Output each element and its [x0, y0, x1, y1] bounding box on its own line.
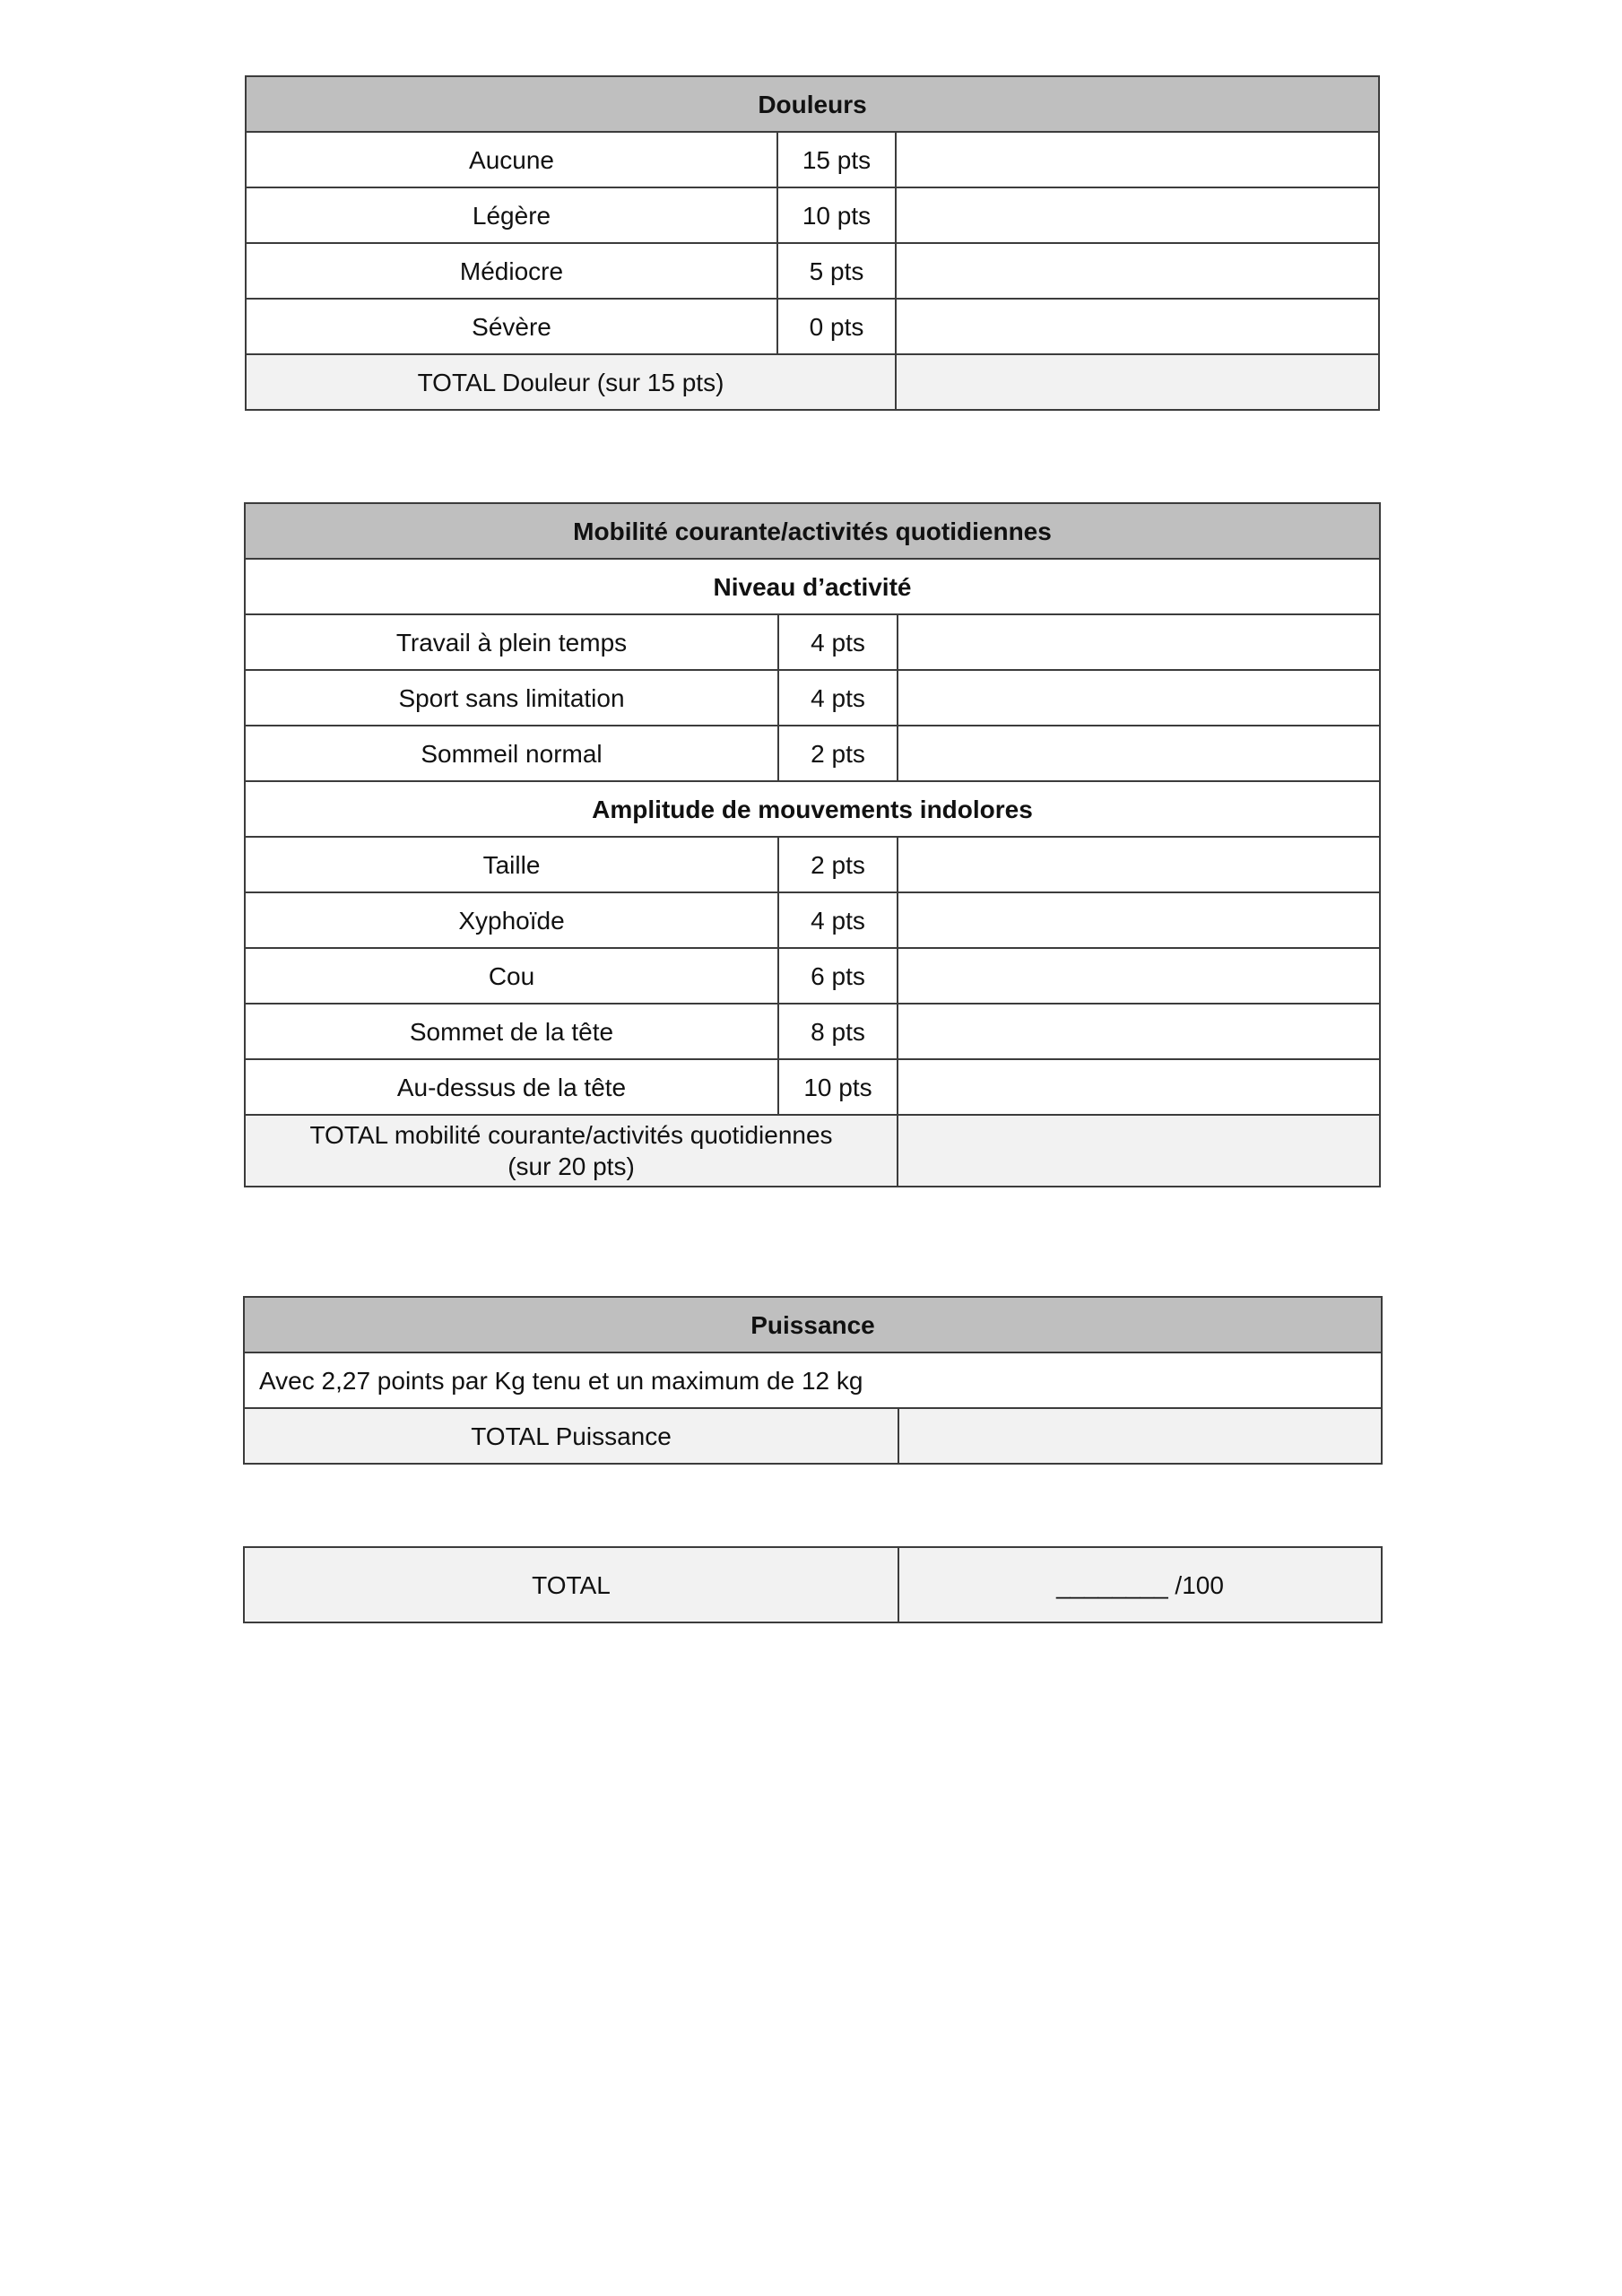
section-title-amplitude: Amplitude de mouvements indolores [245, 781, 1380, 837]
table-row [245, 1059, 1380, 1115]
score-cell[interactable] [898, 614, 1380, 670]
table-row [245, 1004, 1380, 1059]
score-cell[interactable] [896, 187, 1379, 243]
row-label: Taille [245, 837, 778, 892]
total-label: TOTAL Puissance [244, 1408, 898, 1464]
row-label: Au-dessus de la tête [245, 1059, 778, 1115]
row-label: Sommeil normal [245, 726, 778, 781]
douleurs-title: Douleurs [246, 76, 1379, 132]
score-cell[interactable] [898, 726, 1380, 781]
row-label: Cou [245, 948, 778, 1004]
total-score-cell[interactable] [898, 1408, 1382, 1464]
table-row [246, 187, 1379, 243]
score-cell[interactable] [896, 299, 1379, 354]
table-row [245, 892, 1380, 948]
douleurs-table [245, 75, 1380, 411]
row-label: Sévère [246, 299, 777, 354]
total-label: TOTAL Douleur (sur 15 pts) [246, 354, 896, 410]
grand-total-row [244, 1547, 1382, 1622]
total-label [245, 1115, 898, 1187]
table-row [245, 670, 1380, 726]
row-points: 10 pts [778, 1059, 898, 1115]
score-cell[interactable] [896, 243, 1379, 299]
row-points: 5 pts [777, 243, 896, 299]
row-points: 2 pts [778, 726, 898, 781]
puissance-description: Avec 2,27 points par Kg tenu et un maximum de 12 kg [244, 1352, 1382, 1408]
score-cell[interactable] [898, 948, 1380, 1004]
row-points: 2 pts [778, 837, 898, 892]
row-points: 8 pts [778, 1004, 898, 1059]
total-score-cell[interactable] [898, 1115, 1380, 1187]
row-label: Légère [246, 187, 777, 243]
total-score-cell[interactable] [896, 354, 1379, 410]
row-label: Médiocre [246, 243, 777, 299]
section-title-niveau: Niveau d’activité [245, 559, 1380, 614]
row-label: Xyphoïde [245, 892, 778, 948]
row-label: Travail à plein temps [245, 614, 778, 670]
score-cell[interactable] [898, 837, 1380, 892]
score-cell[interactable] [898, 1004, 1380, 1059]
row-points: 10 pts [777, 187, 896, 243]
row-points: 4 pts [778, 670, 898, 726]
grand-total-blank[interactable]: ________ [1056, 1570, 1168, 1599]
row-points: 6 pts [778, 948, 898, 1004]
mobilite-title: Mobilité courante/activités quotidiennes [245, 503, 1380, 559]
score-cell[interactable] [898, 670, 1380, 726]
row-points: 0 pts [777, 299, 896, 354]
row-label: Sommet de la tête [245, 1004, 778, 1059]
total-label-line1: TOTAL mobilité courante/activités quotidiennes [309, 1121, 833, 1149]
row-label: Aucune [246, 132, 777, 187]
row-points: 15 pts [777, 132, 896, 187]
puissance-table [243, 1296, 1383, 1465]
table-row [245, 948, 1380, 1004]
table-row [245, 726, 1380, 781]
score-cell[interactable] [896, 132, 1379, 187]
score-cell[interactable] [898, 1059, 1380, 1115]
total-row [246, 354, 1379, 410]
table-row [246, 299, 1379, 354]
total-row [245, 1115, 1380, 1187]
table-row [245, 614, 1380, 670]
mobilite-table [244, 502, 1381, 1187]
row-points: 4 pts [778, 892, 898, 948]
grand-total-table [243, 1546, 1383, 1623]
total-label-line2: (sur 20 pts) [507, 1152, 635, 1180]
score-cell[interactable] [898, 892, 1380, 948]
table-row [246, 132, 1379, 187]
grand-total-label: TOTAL [244, 1547, 898, 1622]
grand-total-suffix: /100 [1167, 1570, 1224, 1599]
grand-total-score-cell[interactable] [898, 1547, 1382, 1622]
row-label: Sport sans limitation [245, 670, 778, 726]
total-row [244, 1408, 1382, 1464]
row-points: 4 pts [778, 614, 898, 670]
table-row [246, 243, 1379, 299]
puissance-title: Puissance [244, 1297, 1382, 1352]
table-row [245, 837, 1380, 892]
